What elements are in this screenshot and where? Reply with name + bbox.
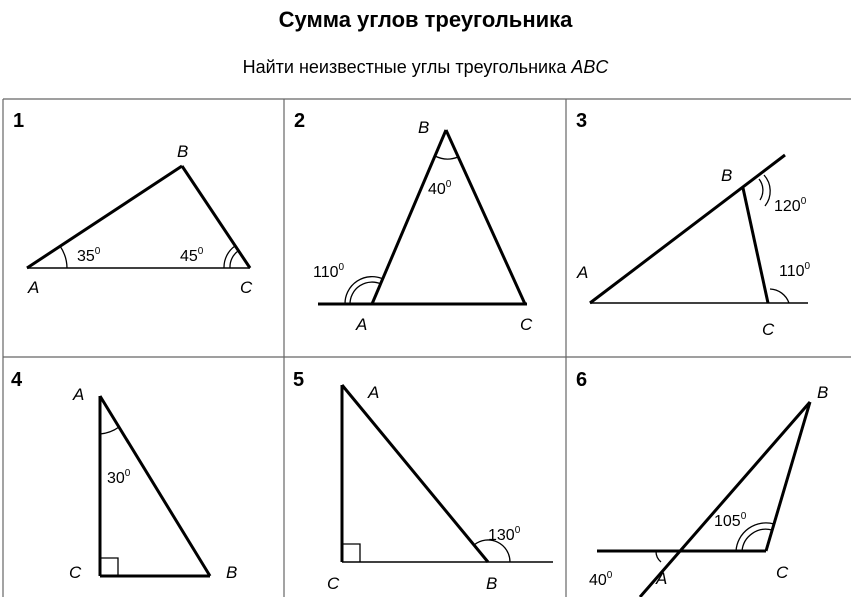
instruction-text: Найти неизвестные углы треугольника xyxy=(242,57,567,77)
angle-label: $110^0$ xyxy=(313,262,345,281)
vertex-label: C xyxy=(69,563,82,582)
angle-label: $40^0$ xyxy=(589,570,613,589)
angle-label: $45^0$ xyxy=(180,246,204,265)
problem-2 xyxy=(294,110,533,334)
vertex-label: A xyxy=(356,315,368,334)
problem-1 xyxy=(13,110,253,297)
problem-4 xyxy=(11,369,237,582)
angle-label: $110^0$ xyxy=(779,261,811,280)
problem-6 xyxy=(576,369,828,597)
triangle-2 xyxy=(318,130,527,304)
problem-number: 2 xyxy=(294,110,306,132)
triangle-3 xyxy=(590,155,808,303)
problem-number: 5 xyxy=(293,369,305,391)
problem-number: 3 xyxy=(576,110,588,132)
angle-label: $40^0$ xyxy=(428,179,452,198)
problem-5 xyxy=(293,369,553,593)
vertex-label: A xyxy=(368,383,380,402)
angle-label: $120^0$ xyxy=(774,196,807,215)
angle-label: $105^0$ xyxy=(714,511,747,530)
vertex-label: C xyxy=(762,320,775,339)
angle-label: $130^0$ xyxy=(488,525,521,544)
vertex-label: A xyxy=(577,263,589,282)
angle-label: $35^0$ xyxy=(77,246,101,265)
vertex-label: B xyxy=(177,142,189,161)
triangle-name: ABC xyxy=(571,57,609,77)
problem-number: 1 xyxy=(13,110,25,132)
vertex-label: B xyxy=(226,563,238,582)
vertex-label: C xyxy=(520,315,533,334)
vertex-label: B xyxy=(721,166,733,185)
vertex-label: B xyxy=(486,574,498,593)
triangle-5 xyxy=(342,385,553,562)
vertex-label: C xyxy=(327,574,340,593)
vertex-label: B xyxy=(418,118,430,137)
problem-3 xyxy=(576,110,811,339)
vertex-label: C xyxy=(240,278,253,297)
vertex-label: A xyxy=(28,278,40,297)
vertex-label: A xyxy=(656,569,668,588)
vertex-label: B xyxy=(817,383,829,402)
problem-number: 4 xyxy=(11,369,23,391)
triangle-1 xyxy=(27,166,250,268)
page-title: Сумма углов треугольника xyxy=(278,7,573,32)
problem-number: 6 xyxy=(576,369,588,391)
angle-label: $30^0$ xyxy=(107,468,131,487)
vertex-label: A xyxy=(73,385,85,404)
vertex-label: C xyxy=(776,563,789,582)
